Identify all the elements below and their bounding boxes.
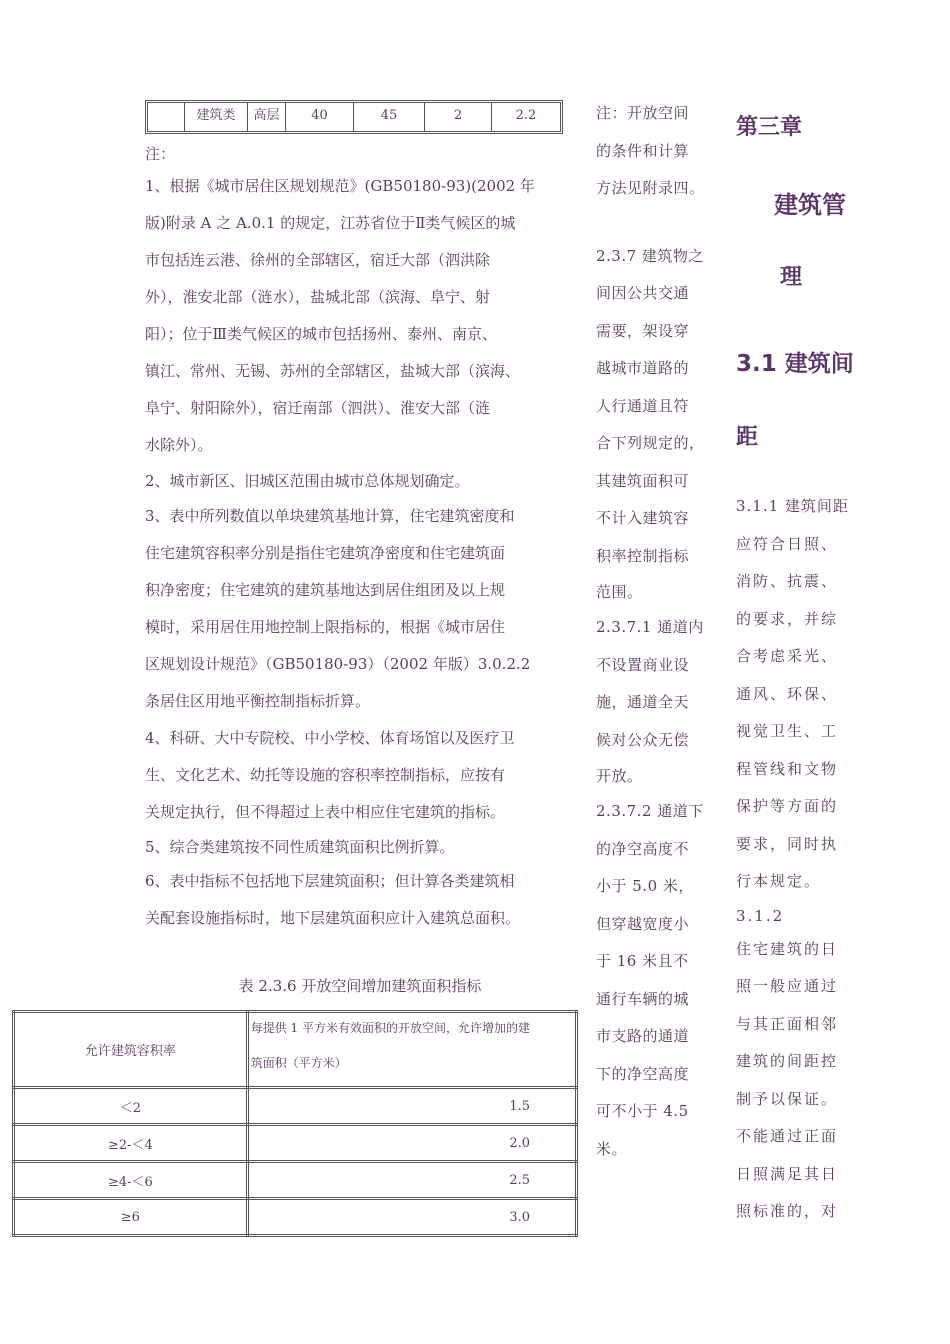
section-heading: 3.1 建筑间 (736, 351, 854, 377)
table-row (14, 1125, 577, 1162)
section-body (736, 488, 856, 1231)
table-row (14, 1199, 577, 1236)
note-line: 关配套设施指标时，地下层建筑面积应计入建筑总面积。 (145, 909, 521, 927)
text-line: 要求，同时执 (736, 834, 839, 853)
area-cell: 2.5 (247, 1162, 576, 1199)
note-line: 1、根据《城市居住区规划规范》(GB50180-93)(2002 年 (145, 177, 535, 195)
text-line: 3.1.2 (736, 906, 785, 925)
table-cell: 2.2 (515, 108, 537, 123)
note-line: 水除外）。 (145, 436, 213, 454)
note-line: 生、文化艺术、幼托等设施的容积率控制指标，应按有 (145, 766, 506, 784)
text-line: 的净空高度不 (596, 839, 690, 858)
ratio-cell: ≥6 (14, 1199, 248, 1236)
note-line: 住宅建筑容积率分别是指住宅建筑净密度和住宅建筑面 (145, 544, 506, 562)
text-line: 越城市道路的 (596, 359, 690, 377)
table-cell: 45 (354, 103, 425, 131)
text-line: 视觉卫生、工 (736, 722, 839, 740)
text-line: 与其正面相邻 (736, 1014, 839, 1033)
area-cell: 1.5 (247, 1088, 576, 1125)
open-space-bonus-table (12, 1010, 578, 1237)
text-line: 可不小于 4.5 (596, 1102, 689, 1120)
text-line: 的条件和计算 (596, 141, 690, 160)
text-line: 于 16 米且不 (596, 952, 689, 970)
note-line: 关规定执行，但不得超过上表中相应住宅建筑的指标。 (145, 803, 506, 821)
note-line: 3、表中所列数值以单块建筑基地计算，住宅建筑密度和 (145, 507, 515, 525)
text-line: 保护等方面的 (736, 797, 839, 815)
note-line: 区规划设计规范》（GB50180-93）（2002 年版）3.0.2.2 (145, 655, 531, 673)
text-line: 但穿越宽度小 (596, 914, 690, 933)
text-line: 应符合日照、 (736, 534, 839, 553)
note-line: 2、城市新区、旧城区范围由城市总体规划确定。 (145, 472, 470, 490)
note-line: 模时，采用居住用地控制上限指标的，根据《城市居住 (145, 618, 506, 636)
text-line: 其建筑面积可 (596, 471, 690, 490)
chapter-title: 建筑管 (774, 191, 846, 219)
text-line: 积率控制指标 (596, 546, 690, 565)
note-line: 外），淮安北部（涟水），盐城北部（滨海、阜宁、射 (145, 288, 491, 306)
chapter-heading: 第三章 (736, 115, 803, 140)
note-line: 版)附录 A 之 A.0.1 的规定，江苏省位于Ⅱ类气候区的城 (145, 214, 516, 232)
table-cell: 2 (425, 103, 492, 131)
note-line: 积净密度；住宅建筑的建筑基地达到居住组团及以上规 (145, 581, 506, 599)
text-line: 消防、抗震、 (736, 572, 839, 590)
text-line: 注：开放空间 (596, 104, 690, 122)
ratio-cell: ≥4-＜6 (14, 1162, 248, 1199)
area-cell: 3.0 (247, 1199, 576, 1236)
ratio-cell: ＜2 (14, 1088, 248, 1125)
table-cell: 建筑类 (185, 103, 248, 131)
column-header-area (247, 1012, 576, 1088)
section-heading-cont: 距 (736, 425, 759, 450)
text-line: 住宅建筑的日 (736, 939, 839, 958)
notes-section (145, 140, 570, 937)
note-line: 镇江、常州、无锡、苏州的全部辖区，盐城大部（滨海、 (145, 362, 521, 380)
chapter-title-cont: 理 (780, 265, 803, 290)
note-line: 阜宁、射阳除外），宿迁南部（泗洪）、淮安大部（涟 (145, 399, 491, 417)
note-line: 市包括连云港、徐州的全部辖区，宿迁大部（泗洪除 (145, 251, 491, 269)
text-line: 不设置商业设 (596, 655, 690, 674)
ratio-cell: ≥2-＜4 (14, 1125, 248, 1162)
column-header-ratio: 允许建筑容积率 (14, 1012, 248, 1088)
header-line: 筑面积（平方米） (250, 1055, 347, 1070)
table-cell (148, 103, 185, 131)
text-line: 制予以保证。 (736, 1089, 839, 1108)
text-line: 米。 (596, 1139, 628, 1158)
text-line: 范围。 (596, 583, 643, 601)
text-line: 2.3.7.2 通道下 (596, 802, 704, 820)
text-line: 不能通过正面 (736, 1127, 839, 1145)
text-line: 小于 5.0 米， (596, 877, 694, 895)
table-row (14, 1162, 577, 1199)
text-line: 市支路的通道 (596, 1027, 690, 1045)
header-line: 每提供 1 平方米有效面积的开放空间，允许增加的建 (250, 1020, 530, 1035)
text-line: 开放。 (596, 767, 643, 785)
text-line: 候对公众无偿 (596, 730, 690, 749)
text-line: 的要求，并综 (736, 609, 839, 628)
text-line: 不计入建筑容 (596, 509, 690, 527)
table-caption: 表 2.3.6 开放空间增加建筑面积指标 (238, 977, 482, 995)
text-line: 行本规定。 (736, 872, 822, 890)
text-line: 照标准的，对 (736, 1202, 839, 1220)
table-row (14, 1088, 577, 1125)
table-cell: 高层 (248, 103, 286, 131)
text-line: 需要，架设穿 (596, 321, 690, 340)
notes-label: 注： (145, 145, 176, 163)
text-line: 通风、环保、 (736, 684, 839, 703)
text-line: 合下列规定的， (596, 434, 705, 452)
spacer (596, 208, 711, 238)
text-line: 2.3.7 建筑物之 (596, 246, 704, 265)
note-line: 阳）；位于Ⅲ类气候区的城市包括扬州、泰州、南京、 (145, 325, 497, 343)
text-line: 方法见附录四。 (596, 179, 705, 197)
area-cell: 2.0 (247, 1125, 576, 1162)
note-line: 条居住区用地平衡控制指标折算。 (145, 692, 371, 710)
text-line: 照一般应通过 (736, 977, 839, 995)
note-line: 5、综合类建筑按不同性质建筑面积比例折算。 (145, 838, 455, 856)
text-line: 3.1.1 建筑间距 (736, 497, 849, 515)
text-line: 通行车辆的城 (596, 989, 690, 1008)
text-line: 合考虑采光、 (736, 647, 839, 665)
text-line: 建筑的间距控 (736, 1052, 839, 1070)
table-cell: 40 (286, 103, 354, 131)
text-line: 间因公共交通 (596, 284, 690, 302)
note-line: 4、科研、大中专院校、中小学校、体育场馆以及医疗卫 (145, 729, 515, 747)
text-line: 程管线和文物 (736, 759, 839, 778)
note-line: 6、表中指标不包括地下层建筑面积；但计算各类建筑相 (145, 872, 515, 890)
text-line: 下的净空高度 (596, 1064, 690, 1083)
text-line: 人行通道且符 (596, 396, 690, 415)
text-line: 施，通道全天 (596, 693, 690, 711)
text-line: 日照满足其日 (736, 1164, 839, 1183)
building-type-table-fragment (145, 100, 563, 134)
text-line: 2.3.7.1 通道内 (596, 618, 704, 636)
middle-column (596, 95, 711, 1168)
